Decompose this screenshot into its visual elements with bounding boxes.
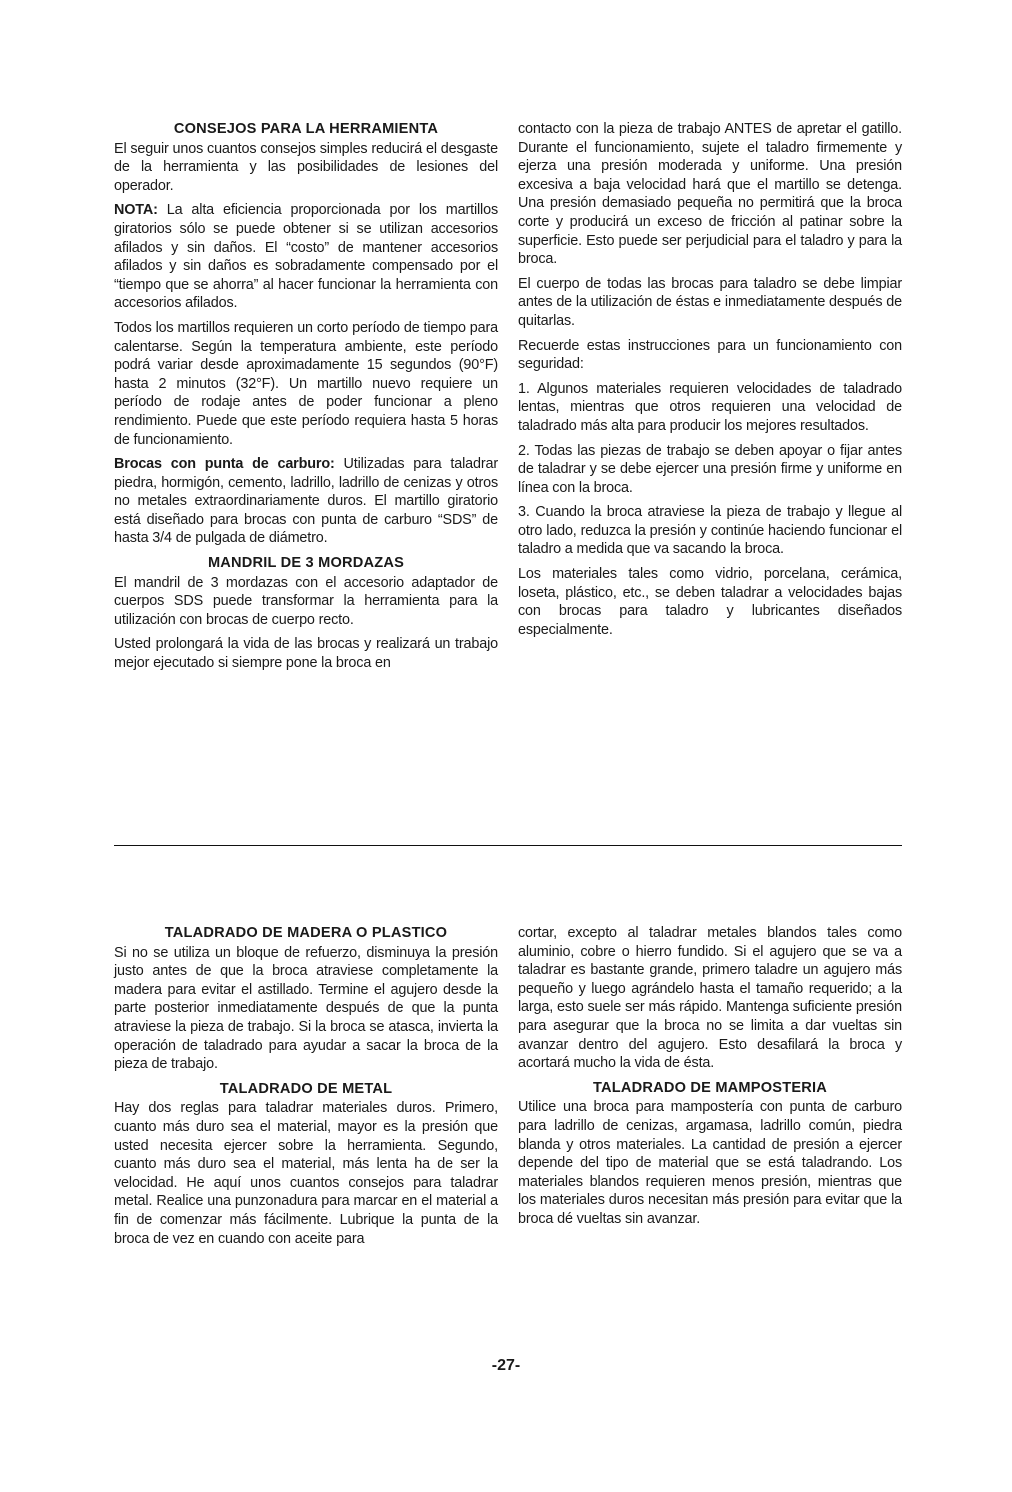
paragraph-mandril: El mandril de 3 mordazas con el accesorio adaptador de cuerpos SDS puede transformar la herramienta para la utilización con brocas de cuerpo recto. [114,574,498,628]
top-right-column [518,120,902,645]
paragraph-usted: Usted prolongará la vida de las brocas y realizará un trabajo mejor ejecutado si siempre pone la broca en [114,636,498,672]
list-item-1: 1. Algunos materiales requieren velocidades de taladrado lentas, mientras que otros requieren una velocidad de taladrado más alta para producir los mejores resultados. [518,380,902,434]
paragraph-recuerde: Recuerde estas instrucciones para un funcionamiento con seguridad: [518,337,902,373]
heading-madera: TALADRADO DE MADERA O PLASTICO [164,925,448,941]
paragraph-brocas [114,455,498,548]
list-item-3: 3. Cuando la broca atraviese la pieza de trabajo y llegue al otro lado, reduzca la presión y continúe haciendo funcionar el taladro a medida que va sacando la broca. [518,504,902,558]
page-number: -27- [491,1357,521,1374]
paragraph-contacto: contacto con la pieza de trabajo ANTES de apretar el gatillo. Durante el funcionamiento, sujete el taladro firmemente y ejerza una presión moderada y uniforme. Una presión excesiva a baja velocidad hará que el martillo se detenga. Una presión demasiado pequeña no permitirá que la broca corte y producirá un exceso de fricción al patinar sobre la superficie. Esto puede ser perjudicial para el taladro y para la broca. [518,121,902,268]
nota-text: La alta eficiencia proporcionada por los martillos giratorios sólo se puede obtener si se utilizan accesorios afilados y sin daños. El “costo” de mantener accesorios afilados y sin daños es sobradamente compensado por el “tiempo que se ahorra” al hacer funcionar la herramienta con accesorios afilados. [114,202,498,312]
heading-mamposteria: TALADRADO DE MAMPOSTERIA [593,1079,827,1096]
heading-mandril: MANDRIL DE 3 MORDAZAS [207,555,405,572]
paragraph-todos: Todos los martillos requieren un corto período de tiempo para calentarse. Según la temperatura ambiente, este período podrá variar desde aproximadamente 15 segundos (90°F) hasta 2 minutos (32°F). Un martillo nuevo requiere un período de rodaje antes de poder funcionar a pleno rendimiento. Puede que este período requiera hasta 5 horas de funcionamiento. [114,319,498,448]
brocas-text: Utilizadas para taladrar piedra, hormigón, cemento, ladrillo, ladrillo de cenizas y otros no metales extraordinariamente duros. El martillo giratorio está diseñado para brocas con punta de carburo “SDS” de hasta 3/4 de pulgada de diámetro. [114,456,498,547]
heading-consejos: CONSEJOS PARA LA HERRAMIENTA [173,121,439,137]
nota-label: NOTA: [114,202,158,219]
paragraph-materiales: Los materiales tales como vidrio, porcelana, cerámica, loseta, plástico, etc., se deben taladrar a velocidades bajas con brocas para taladro y lubricantes diseñados especialmente. [518,566,902,638]
bottom-left-column [114,924,498,1254]
paragraph-madera: Si no se utiliza un bloque de refuerzo, disminuya la presión justo antes de que la broca atraviese completamente la madera para evitar el astillado. Termine el agujero desde la parte posterior inmediatamente después de que la punta atraviese la pieza de trabajo. Si la broca se atasca, invierta la operación de taladrado para ayudar a sacar la broca de la pieza de trabajo. [114,944,498,1073]
paragraph-cuerpo: El cuerpo de todas las brocas para taladro se debe limpiar antes de la utilización de éstas e inmediatamente después de quitarlas. [518,275,902,329]
section-divider [114,845,902,846]
paragraph-cortar: cortar, excepto al taladrar metales blandos tales como aluminio, cobre o hierro fundido. Si el agujero que se va a taladrar es bastante grande, primero taladre un agujero más pequeño y luego agrándelo hasta el tamaño requerido; a la larga, esto suele ser más rápido. Mantenga suficiente presión para asegurar que la broca no se limita a dar vueltas sin avanzar dentro del agujero. Esto desafilará la broca y acortará mucho la vida de ésta. [518,925,902,1072]
paragraph-mamposteria: Utilice una broca para mampostería con punta de carburo para ladrillo de cenizas, argamasa, ladrillo común, piedra blanda y otros materiales. La cantidad de presión a ejercer depende del tipo de material que se está taladrando. Los materiales blandos requieren menos presión, mientras que los materiales duros necesitan más presión para evitar que la broca dé vueltas sin avanzar. [518,1099,902,1227]
brocas-label: Brocas con punta de carburo: [114,456,335,473]
paragraph-metal: Hay dos reglas para taladrar materiales duros. Primero, cuanto más duro sea el material, mayor es la presión que usted necesita ejercer sobre la herramienta. Segundo, cuanto más duro sea el material, más lenta ha de ser la velocidad. He aquí unos cuantos consejos para taladrar metal. Realice una punzonadura para marcar en el material a fin de comenzar más fácilmente. Lubrique la punta de la broca de vez en cuando con aceite para [114,1100,498,1247]
paragraph-consejos: El seguir unos cuantos consejos simples reducirá el desgaste de la herramienta y las posibilidades de lesiones del operador. [114,140,498,194]
list-item-2: 2. Todas las piezas de trabajo se deben apoyar o fijar antes de taladrar y se debe ejercer una presión firme y uniforme en línea con la broca. [518,442,902,496]
paragraph-nota [114,201,498,313]
heading-metal: TALADRADO DE METAL [219,1080,393,1097]
top-left-column [114,120,498,679]
bottom-right-column [518,924,902,1235]
